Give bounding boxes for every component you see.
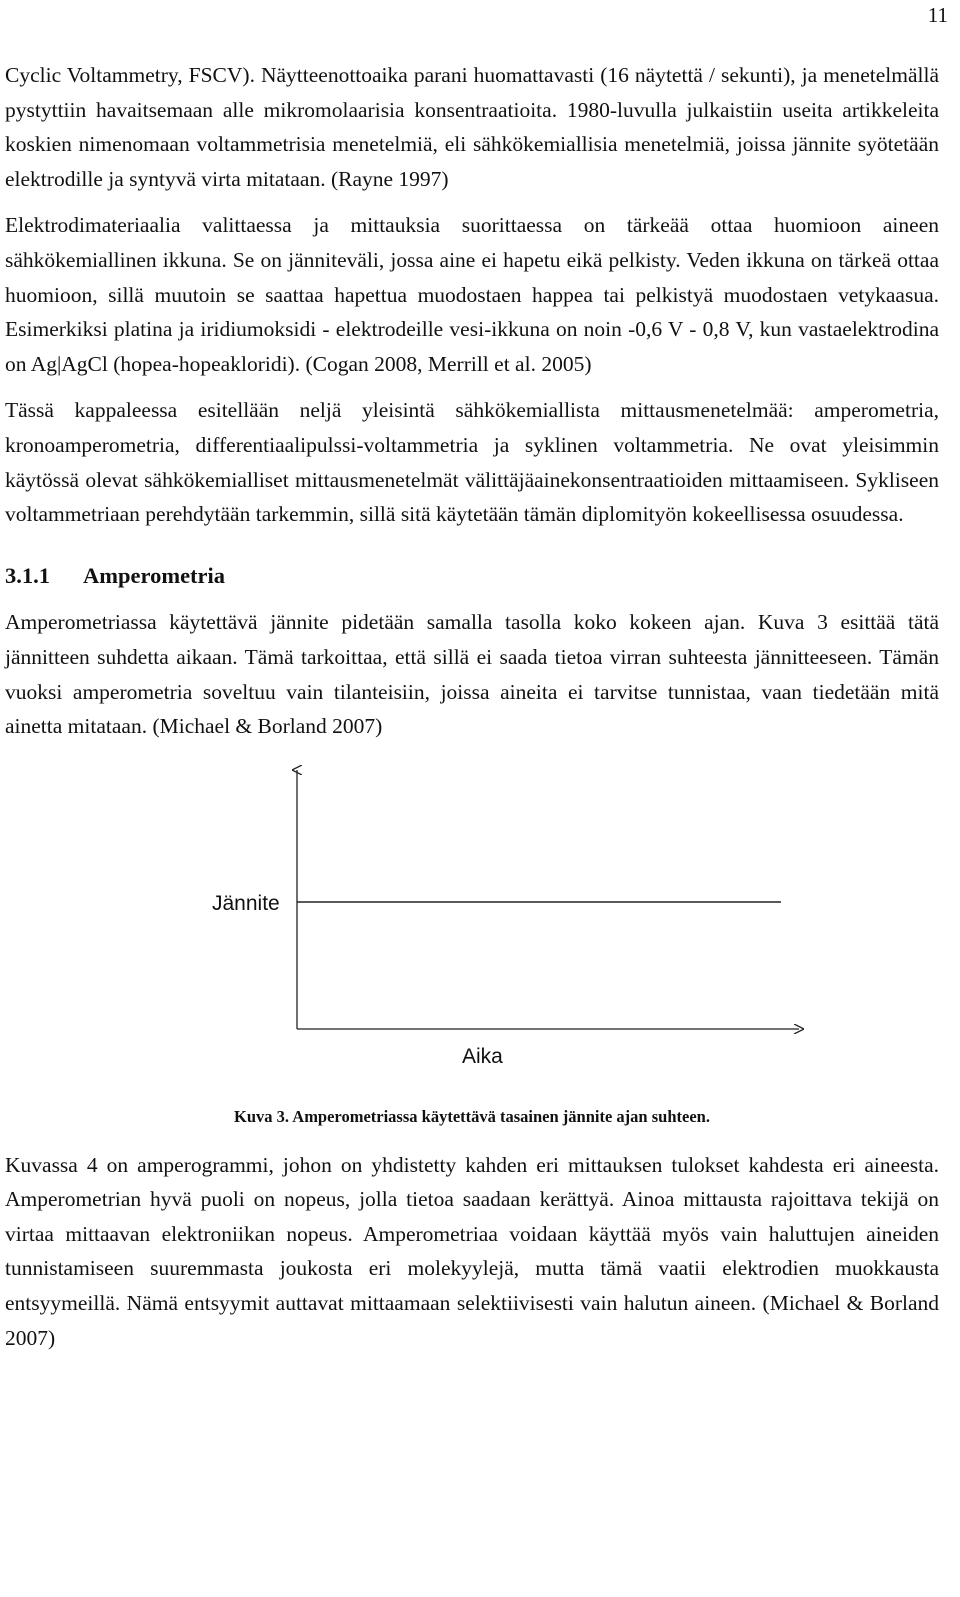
figure-caption: Kuva 3. Amperometriassa käytettävä tasainen jännite ajan suhteen. bbox=[234, 1106, 710, 1126]
y-axis-label: Jännite bbox=[212, 891, 280, 915]
figure-voltage-time bbox=[5, 764, 939, 1094]
page-body bbox=[5, 58, 939, 1355]
page-number: 11 bbox=[927, 3, 948, 27]
x-axis-label: Aika bbox=[462, 1044, 503, 1068]
section-number: 3.1.1 bbox=[5, 562, 50, 588]
paragraph-amperometry: Amperometriassa käytettävä jännite pidetään samalla tasolla koko kokeen ajan. Kuva 3 esittää tätä jännitteen suhdetta aikaan. Tämä tarkoittaa, että sillä ei saada tietoa virran suhteesta jännitteeseen. Tämän vuoksi amperometria soveltuu vain tilanteisiin, joissa aineita ei tarvitse tunnistaa, vaan tiedetään mitä ainetta mitataan. (Michael & Borland 2007) bbox=[5, 610, 939, 739]
paragraph-amperogram: Kuvassa 4 on amperogrammi, johon on yhdistetty kahden eri mittauksen tulokset kahdesta eri aineesta. Amperometrian hyvä puoli on nopeus, jolla tietoa saadaan kerättyä. Ainoa mittausta rajoittava tekijä on virtaa mittaavan elektroniikan nopeus. Amperometriaa voidaan käyttää myös vain haluttujen aineiden tunnistamiseen suuremmasta joukosta eri molekyylejä, mutta tämä vaatii elektrodien muokkausta entsyymeillä. Nämä entsyymit auttavat mittaamaan selektiivisesti vain halutun aineen. (Michael & Borland 2007) bbox=[5, 1152, 939, 1350]
paragraph-methods: Tässä kappaleessa esitellään neljä yleisintä sähkökemiallista mittausmenetelmää: amperometria, kronoamperometria, differentiaalipulssi-voltammetria ja syklinen voltammetria. Ne ovat yleisimmin käytössä olevat sähkökemialliset mittausmenetelmät välittäjäainekonsentraatioiden mittaamiseen. Sykliseen voltammetriaan perehdytään tarkemmin, sillä sitä käytetään tämän diplomityön kokeellisessa osuudessa. bbox=[5, 398, 939, 527]
section-heading bbox=[5, 559, 939, 594]
paragraph-intro: Cyclic Voltammetry, FSCV). Näytteenottoaika parani huomattavasti (16 näytettä / sekunti), ja menetelmällä pystyttiin havaitsemaan alle mikromolaarisia konsentraatioita. 1980-luvulla julkaistiin useita artikkeleita koskien nimenomaan voltammetrisia menetelmiä, eli sähkökemiallisia menetelmiä, joissa jännite syötetään elektrodille ja syntyvä virta mitataan. (Rayne 1997) bbox=[5, 63, 939, 191]
paragraph-electrochemical-window: Elektrodimateriaalia valittaessa ja mittauksia suorittaessa on tärkeää ottaa huomioon aineen sähkökemiallinen ikkuna. Se on jänniteväli, jossa aine ei hapetu eikä pelkisty. Veden ikkuna on tärkeä ottaa huomioon, sillä muutoin se saattaa hapettua muodostaen happea tai pelkistyä muodostaen vetykaasua. Esimerkiksi platina ja iridiumoksidi - elektrodeille vesi-ikkuna on noin -0,6 V - 0,8 V, kun vastaelektrodina on Ag|AgCl (hopea-hopeakloridi). (Cogan 2008, Merrill et al. 2005) bbox=[5, 213, 939, 376]
section-title: Amperometria bbox=[83, 562, 226, 588]
